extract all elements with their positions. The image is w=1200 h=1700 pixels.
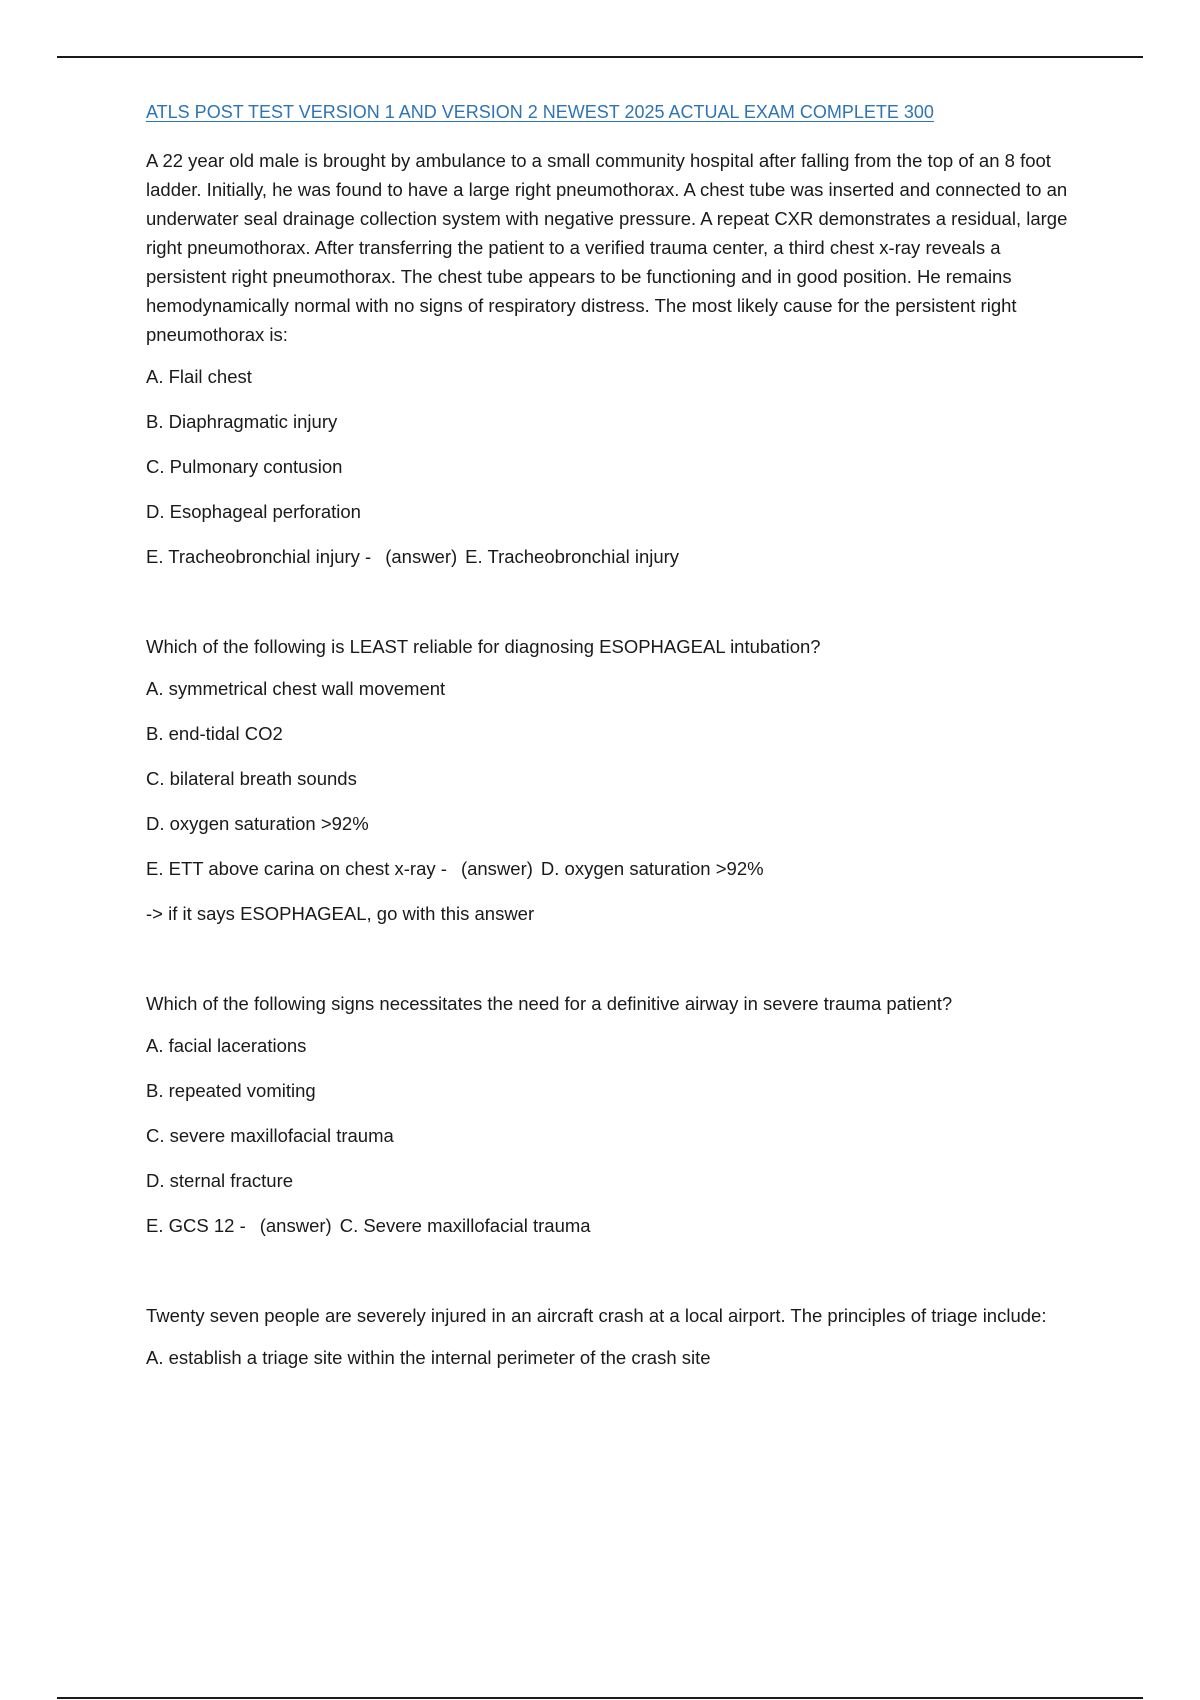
footer-rule [57,1697,1143,1699]
option-e: E. Tracheobronchial injury - [146,546,372,567]
option-a: A. Flail chest [146,366,252,387]
question-block-4 [146,1301,1071,1372]
question-block-3 [146,989,1071,1240]
option-e: E. ETT above carina on chest x-ray - [146,858,447,879]
question-block-2 [146,632,1071,928]
question-text: Which of the following is LEAST reliable for diagnosing ESOPHAGEAL intubation? [146,636,821,657]
spacer [146,945,1071,989]
answer-label: (answer) [259,1215,332,1236]
answer-value: C. Severe maxillofacial trauma [339,1215,591,1236]
option-e-with-answer [146,1212,1071,1240]
option-d: D. Esophageal perforation [146,501,361,522]
option-a: A. symmetrical chest wall movement [146,678,446,699]
option-b: B. end-tidal CO2 [146,723,283,744]
option-c: C. Pulmonary contusion [146,456,343,477]
answer-label: (answer) [385,546,458,567]
answer-value: E. Tracheobronchial injury [465,546,680,567]
question-block-1 [146,146,1071,571]
option-e-with-answer [146,855,1071,883]
option-b: B. repeated vomiting [146,1080,316,1101]
answer-value: D. oxygen saturation >92% [540,858,764,879]
spacer [146,588,1071,632]
question-text: Twenty seven people are severely injured in an aircraft crash at a local airport. The principles of triage include: [146,1305,1047,1326]
document-title-link[interactable]: ATLS POST TEST VERSION 1 AND VERSION 2 NEWEST 2025 ACTUAL EXAM COMPLETE 300 [146,102,934,122]
answer-note: -> if it says ESOPHAGEAL, go with this answer [146,903,535,924]
spacer [146,1257,1071,1301]
document-body [146,98,1071,1389]
option-d: D. oxygen saturation >92% [146,813,369,834]
option-e-with-answer [146,543,1071,571]
answer-label: (answer) [460,858,533,879]
option-c: C. severe maxillofacial trauma [146,1125,394,1146]
option-b: B. Diaphragmatic injury [146,411,338,432]
option-e: E. GCS 12 - [146,1215,246,1236]
header-rule [57,56,1143,58]
option-d: D. sternal fracture [146,1170,294,1191]
option-a: A. facial lacerations [146,1035,307,1056]
option-c: C. bilateral breath sounds [146,768,357,789]
question-text: A 22 year old male is brought by ambulance to a small community hospital after falling from the top of an 8 foot ladder. Initially, he was found to have a large right pneumothorax. A chest tube was inserted and connected to an underwater seal drainage collection system with negative pressure. A repeat CXR demonstrates a residual, large right pneumothorax. After transferring the patient to a verified trauma center, a third chest x-ray reveals a persistent right pneumothorax. The chest tube appears to be functioning and in good position. He remains hemodynamically normal with no signs of respiratory distress. The most likely cause for the persistent right pneumothorax is: [146,150,1068,345]
option-a: A. establish a triage site within the internal perimeter of the crash site [146,1347,711,1368]
question-text: Which of the following signs necessitates the need for a definitive airway in severe trauma patient? [146,993,953,1014]
